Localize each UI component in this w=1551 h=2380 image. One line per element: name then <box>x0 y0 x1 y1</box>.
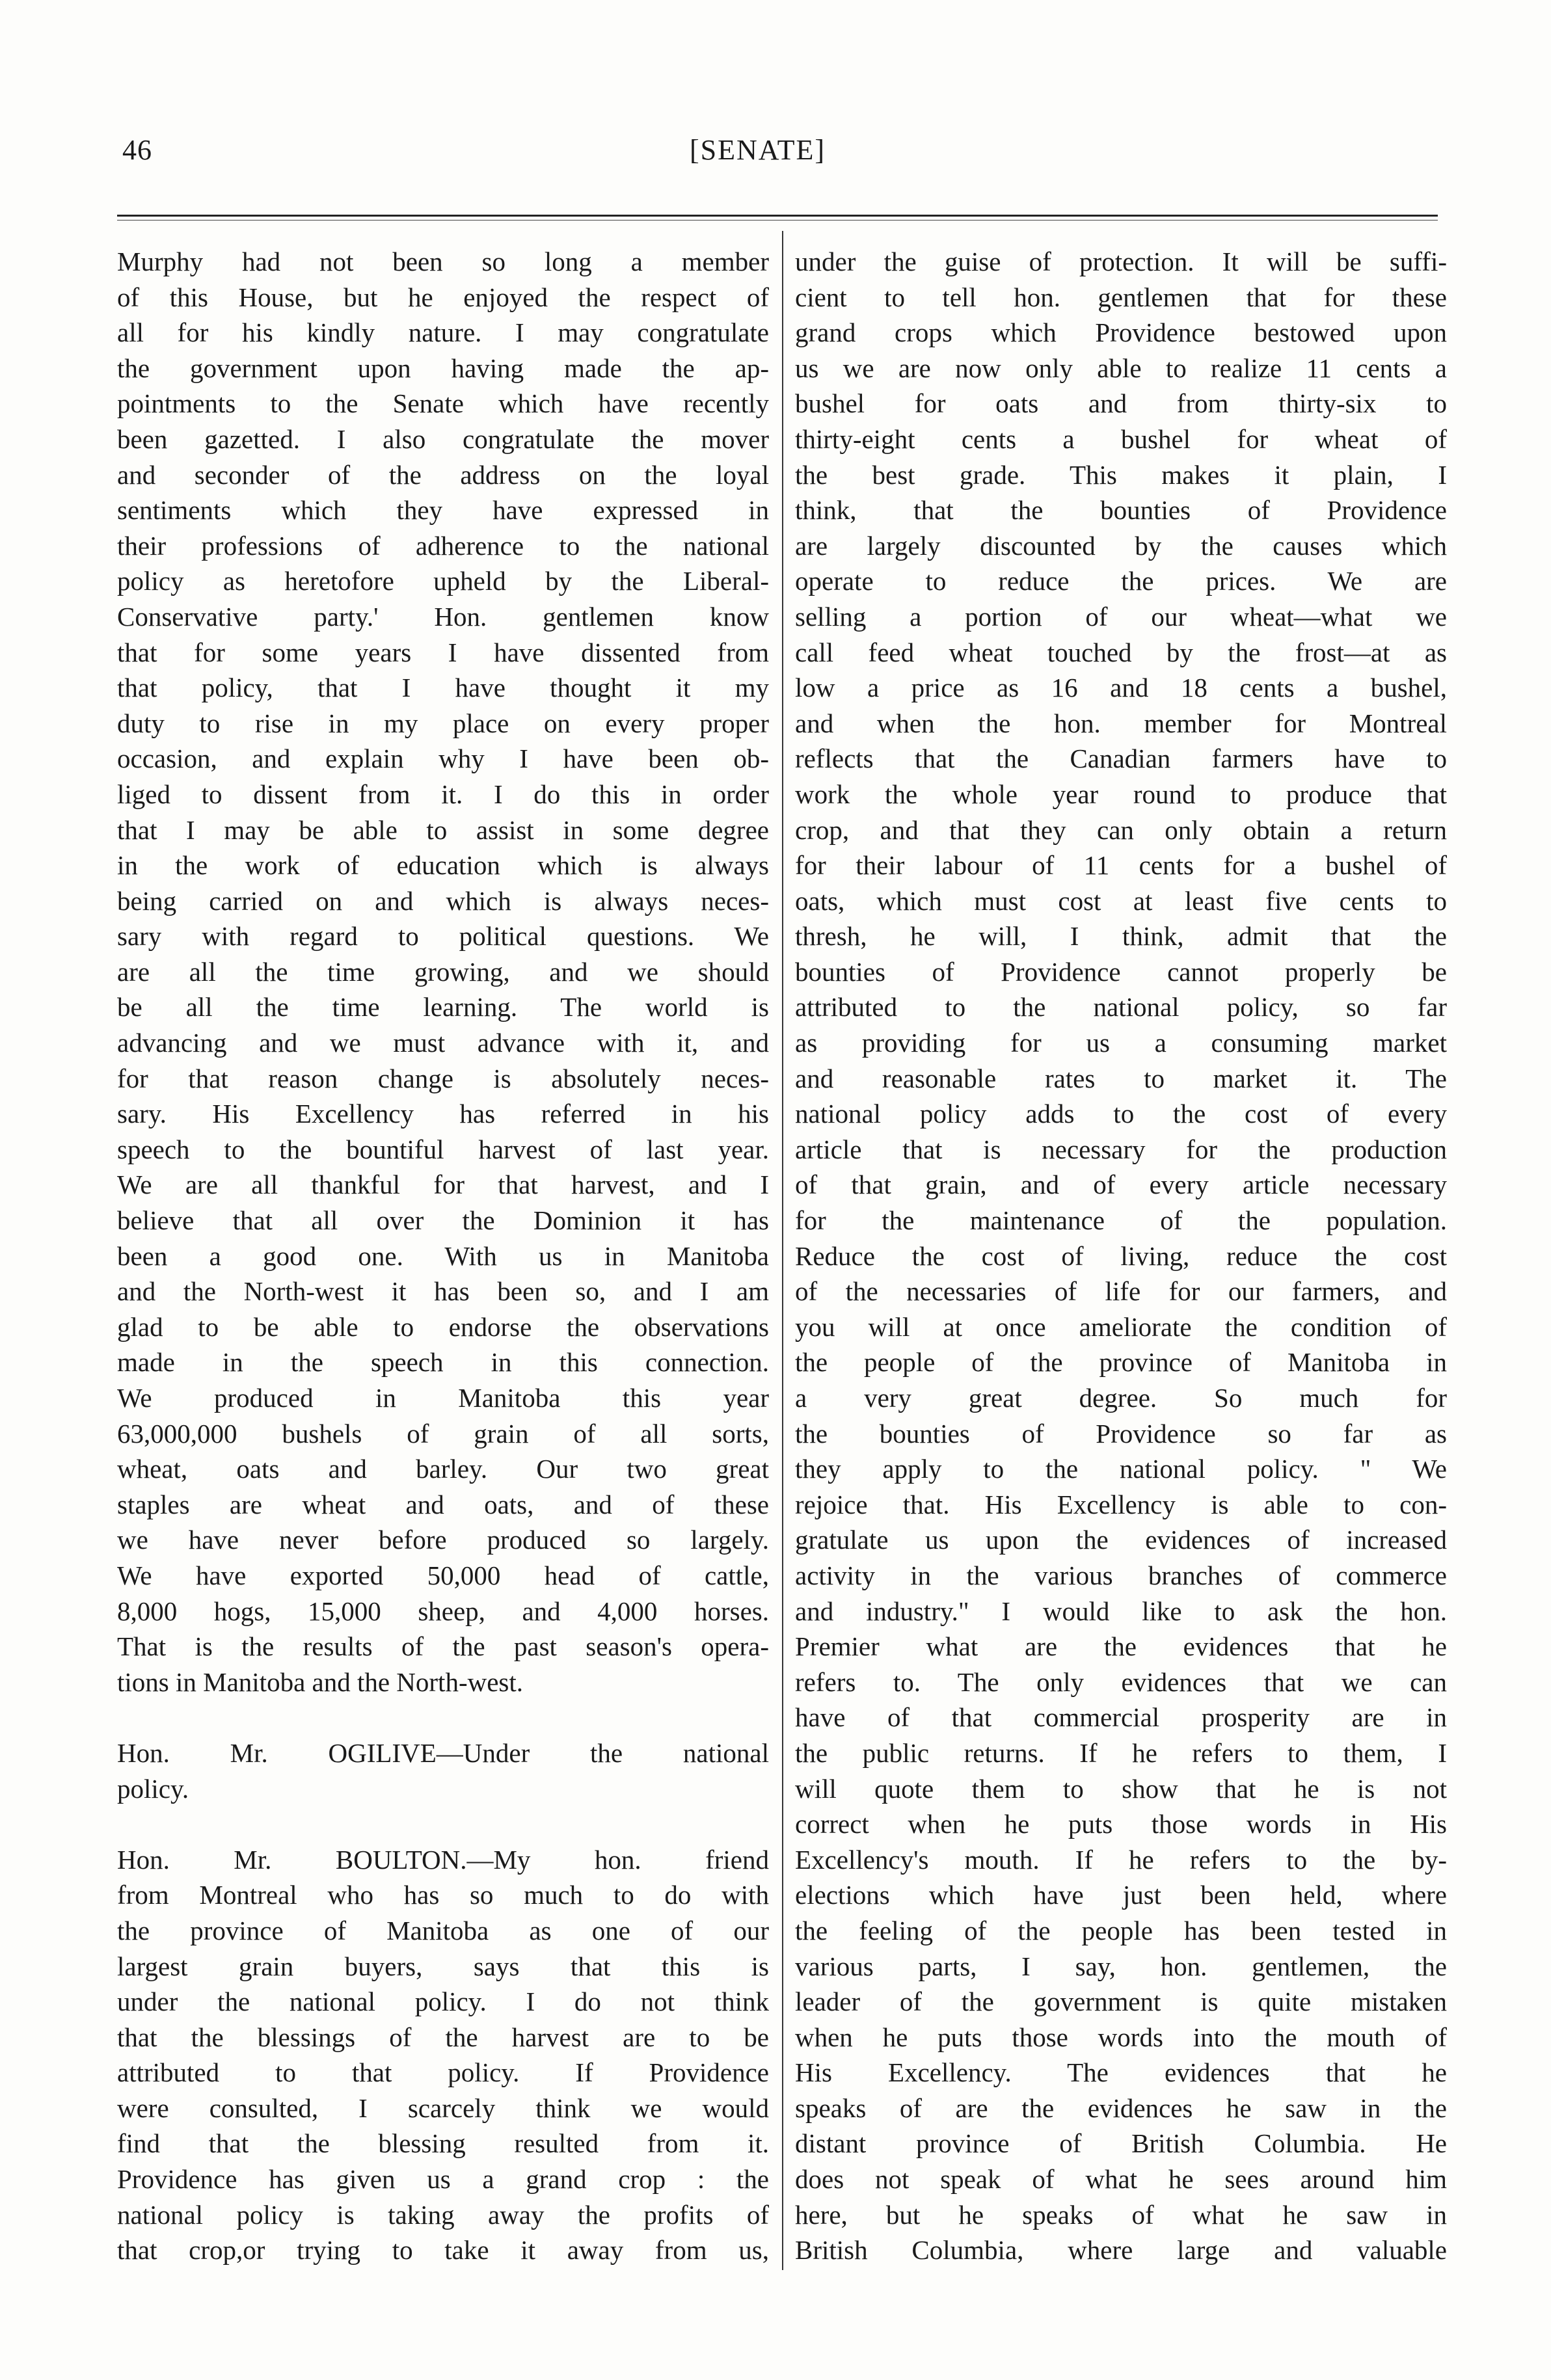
text-line: Premier what are the evidences that he <box>795 1631 1447 1662</box>
text-line: us we are now only able to realize 11 cents a <box>795 353 1447 383</box>
text-line: as providing for us a consuming market <box>795 1028 1447 1058</box>
text-line: 8,000 hogs, 15,000 sheep, and 4,000 horses. <box>117 1596 769 1626</box>
text-line: been a good one. With us in Manitoba <box>117 1240 769 1271</box>
text-line: for the maintenance of the population. <box>795 1205 1447 1236</box>
text-line: the best grade. This makes it plain, I <box>795 459 1447 490</box>
text-line: when he puts those words into the mouth of <box>795 2022 1447 2052</box>
text-line: sary. His Excellency has referred in his <box>117 1099 769 1129</box>
header-rule <box>117 215 1438 217</box>
text-line: liged to dissent from it. I do this in order <box>117 779 769 809</box>
text-line: the government upon having made the ap- <box>117 353 769 383</box>
text-line: and reasonable rates to market it. The <box>795 1063 1447 1093</box>
column-divider <box>782 231 783 2270</box>
text-line: activity in the various branches of commerce <box>795 1560 1447 1590</box>
text-line: national policy is taking away the profits of <box>117 2199 769 2230</box>
text-line: advancing and we must advance with it, and <box>117 1028 769 1058</box>
text-line: and seconder of the address on the loyal <box>117 459 769 490</box>
text-line: policy as heretofore upheld by the Liberal- <box>117 566 769 596</box>
text-line: sentiments which they have expressed in <box>117 495 769 526</box>
text-line: for their labour of 11 cents for a bushel of <box>795 850 1447 881</box>
text-line: we have never before produced so largely. <box>117 1525 769 1555</box>
text-line: crop, and that they can only obtain a return <box>795 814 1447 845</box>
text-line: attributed to the national policy, so far <box>795 992 1447 1023</box>
text-line: speech to the bountiful harvest of last year. <box>117 1134 769 1164</box>
text-line: that policy, that I have thought it my <box>117 673 769 703</box>
text-line: glad to be able to endorse the observations <box>117 1311 769 1342</box>
text-line: and the North-west it has been so, and I am <box>117 1276 769 1307</box>
paragraph-gap <box>117 1806 769 1842</box>
text-line: Providence has given us a grand crop : the <box>117 2164 769 2195</box>
text-line: have of that commercial prosperity are in <box>795 1702 1447 1733</box>
text-line: correct when he puts those words in His <box>795 1809 1447 1839</box>
text-line: were consulted, I scarcely think we would <box>117 2093 769 2123</box>
text-line: you will at once ameliorate the condition of <box>795 1311 1447 1342</box>
text-line: British Columbia, where large and valuable <box>795 2235 1447 2266</box>
text-line: 63,000,000 bushels of grain of all sorts, <box>117 1418 769 1449</box>
text-line: from Montreal who has so much to do with <box>117 1880 769 1910</box>
text-line: policy. <box>117 1773 189 1804</box>
text-line: sary with regard to political questions. We <box>117 921 769 952</box>
text-line: selling a portion of our wheat—what we <box>795 601 1447 632</box>
left-column <box>117 244 769 2268</box>
text-line: all for his kindly nature. I may congratulate <box>117 317 769 348</box>
text-line: low a price as 16 and 18 cents a bushel, <box>795 673 1447 703</box>
text-line: under the guise of protection. It will be suffi- <box>795 247 1447 276</box>
text-line: elections which have just been held, where <box>795 1880 1447 1910</box>
text-line: Conservative party.' Hon. gentlemen know <box>117 601 769 632</box>
text-line: wheat, oats and barley. Our two great <box>117 1454 769 1484</box>
text-line: pointments to the Senate which have recently <box>117 388 769 419</box>
text-line: and when the hon. member for Montreal <box>795 708 1447 738</box>
text-line: We are all thankful for that harvest, and I <box>117 1170 769 1200</box>
text-line: will quote them to show that he is not <box>795 1773 1447 1804</box>
text-line: We have exported 50,000 head of cattle, <box>117 1560 769 1590</box>
text-line: speaks of are the evidences he saw in the <box>795 2093 1447 2123</box>
text-line: reflects that the Canadian farmers have to <box>795 743 1447 774</box>
text-line: occasion, and explain why I have been ob- <box>117 743 769 774</box>
text-line: grand crops which Providence bestowed upon <box>795 317 1447 348</box>
text-line: tions in Manitoba and the North-west. <box>117 1666 524 1697</box>
text-line: of the necessaries of life for our farmers, and <box>795 1276 1447 1307</box>
text-line: are all the time growing, and we should <box>117 956 769 987</box>
text-line: a very great degree. So much for <box>795 1383 1447 1413</box>
text-line: that the blessings of the harvest are to be <box>117 2022 769 2052</box>
text-line: find that the blessing resulted from it. <box>117 2128 769 2159</box>
text-line: attributed to that policy. If Providence <box>117 2057 769 2088</box>
text-line: operate to reduce the prices. We are <box>795 566 1447 596</box>
right-column <box>795 244 1447 2268</box>
text-line: leader of the government is quite mistaken <box>795 1986 1447 2017</box>
text-line: gratulate us upon the evidences of increased <box>795 1525 1447 1555</box>
text-line: of that grain, and of every article necessary <box>795 1170 1447 1200</box>
text-line: bounties of Providence cannot properly be <box>795 956 1447 987</box>
text-line: are largely discounted by the causes which <box>795 530 1447 561</box>
text-line: and industry." I would like to ask the hon. <box>795 1596 1447 1626</box>
text-line: the bounties of Providence so far as <box>795 1418 1447 1449</box>
text-line: they apply to the national policy. " We <box>795 1454 1447 1484</box>
text-line: been gazetted. I also congratulate the mover <box>117 423 769 454</box>
header-rule-thin <box>117 220 1438 221</box>
text-line: article that is necessary for the production <box>795 1134 1447 1164</box>
text-line: refers to. The only evidences that we can <box>795 1666 1447 1697</box>
text-line: oats, which must cost at least five cents to <box>795 885 1447 916</box>
text-line: Reduce the cost of living, reduce the cost <box>795 1240 1447 1271</box>
text-line: believe that all over the Dominion it has <box>117 1205 769 1236</box>
text-line: national policy adds to the cost of every <box>795 1099 1447 1129</box>
text-line: work the whole year round to produce that <box>795 779 1447 809</box>
text-line: distant province of British Columbia. He <box>795 2128 1447 2159</box>
text-line: be all the time learning. The world is <box>117 992 769 1023</box>
text-line: We produced in Manitoba this year <box>117 1383 769 1413</box>
text-line: that I may be able to assist in some degree <box>117 814 769 845</box>
text-line: does not speak of what he sees around him <box>795 2164 1447 2195</box>
text-line: Hon. Mr. OGILIVE—Under the national <box>117 1737 769 1768</box>
text-line: cient to tell hon. gentlemen that for these <box>795 282 1447 312</box>
text-line: being carried on and which is always neces- <box>117 885 769 916</box>
text-line: their professions of adherence to the national <box>117 530 769 561</box>
text-line: the feeling of the people has been tested in <box>795 1915 1447 1945</box>
text-line: thresh, he will, I think, admit that the <box>795 921 1447 952</box>
text-line: made in the speech in this connection. <box>117 1347 769 1378</box>
text-line: duty to rise in my place on every proper <box>117 708 769 738</box>
text-line: here, but he speaks of what he saw in <box>795 2199 1447 2230</box>
text-line: rejoice that. His Excellency is able to con- <box>795 1489 1447 1519</box>
paragraph-gap <box>117 1700 769 1735</box>
text-line: largest grain buyers, says that this is <box>117 1951 769 1981</box>
text-line: under the national policy. I do not think <box>117 1986 769 2017</box>
text-line: Excellency's mouth. If he refers to the by- <box>795 1844 1447 1875</box>
text-line: bushel for oats and from thirty-six to <box>795 388 1447 419</box>
text-line: of this House, but he enjoyed the respect of <box>117 282 769 312</box>
text-line: that crop,or trying to take it away from us, <box>117 2235 769 2266</box>
text-line: That is the results of the past season's opera- <box>117 1631 769 1662</box>
text-line: for that reason change is absolutely neces- <box>117 1063 769 1093</box>
text-line: thirty-eight cents a bushel for wheat of <box>795 423 1447 454</box>
text-line: the province of Manitoba as one of our <box>117 1915 769 1945</box>
text-line: call feed wheat touched by the frost—at as <box>795 637 1447 667</box>
page-number: 46 <box>122 134 152 166</box>
text-line: various parts, I say, hon. gentlemen, the <box>795 1951 1447 1981</box>
text-line: the public returns. If he refers to them, I <box>795 1737 1447 1768</box>
text-line: the people of the province of Manitoba in <box>795 1347 1447 1378</box>
text-line: think, that the bounties of Providence <box>795 495 1447 526</box>
text-line: in the work of education which is always <box>117 850 769 881</box>
text-line: staples are wheat and oats, and of these <box>117 1489 769 1519</box>
text-line: Murphy had not been so long a member <box>117 247 769 276</box>
running-head: [SENATE] <box>690 134 826 166</box>
text-line: Hon. Mr. BOULTON.—My hon. friend <box>117 1844 769 1875</box>
text-line: that for some years I have dissented from <box>117 637 769 667</box>
text-line: His Excellency. The evidences that he <box>795 2057 1447 2088</box>
